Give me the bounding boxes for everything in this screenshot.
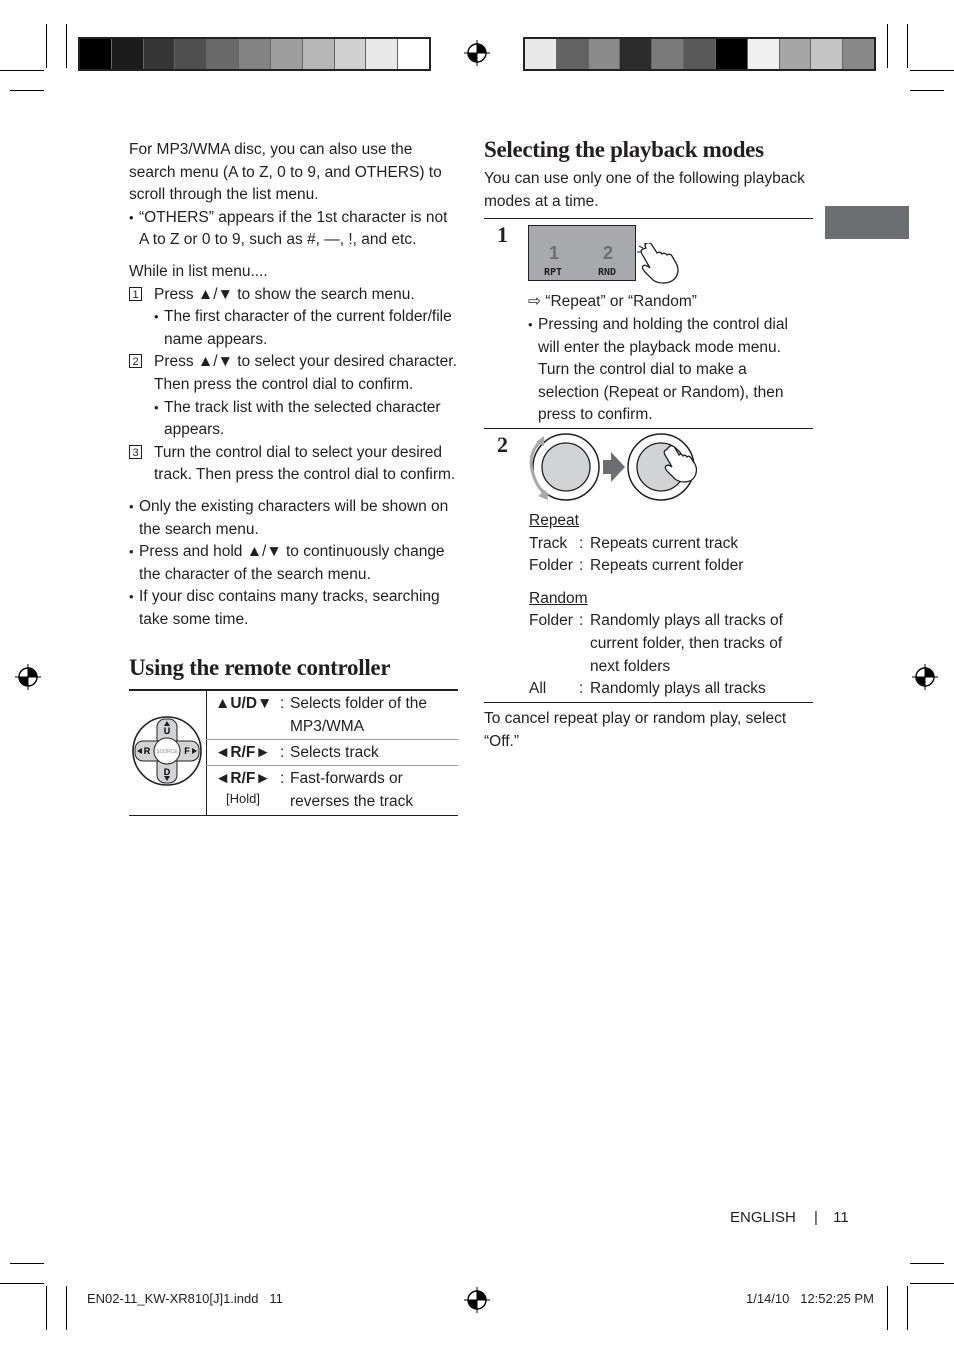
table-divider xyxy=(206,689,207,816)
option-key: Folder xyxy=(529,557,573,575)
outline-arrow-icon: ⇨ xyxy=(528,293,541,310)
step-2-number: 2 xyxy=(497,432,508,457)
remote-desc: Selects folder of the MP3/WMA xyxy=(290,695,427,735)
notes-list xyxy=(129,496,459,632)
up-label: U xyxy=(163,726,171,736)
random-title: Random xyxy=(529,589,588,607)
crop-mark xyxy=(10,1263,44,1264)
color-swatch xyxy=(144,39,176,69)
crop-mark xyxy=(910,1283,954,1284)
color-swatch xyxy=(589,39,621,69)
down-label: D xyxy=(163,767,171,777)
cancel-note: To cancel repeat play or random play, select “Off.” xyxy=(484,710,787,750)
repeat-section xyxy=(529,510,813,701)
remote-dpad-icon xyxy=(131,715,203,787)
option-key: All xyxy=(529,680,547,698)
option-key: Track xyxy=(529,534,568,552)
step-1 xyxy=(129,284,459,352)
page-footer xyxy=(730,1209,849,1226)
color-swatch xyxy=(271,39,303,69)
remote-desc: Fast-forwards or reverses the track xyxy=(290,770,414,810)
step-number: 3 xyxy=(129,445,142,459)
table-top-rule xyxy=(129,689,458,691)
color-swatch xyxy=(716,39,748,69)
option-value: Randomly plays all tracks xyxy=(590,680,766,698)
note-item: • Only the existing characters will be shown on the search menu. xyxy=(129,496,459,541)
note-item: • If your disc contains many tracks, searching take some time. xyxy=(129,586,459,631)
registration-mark-icon xyxy=(464,40,490,66)
language-label: ENGLISH xyxy=(730,1209,796,1226)
arrow-note xyxy=(528,291,697,314)
registration-mark-icon xyxy=(464,1287,490,1313)
color-swatch xyxy=(557,39,589,69)
repeat-title: Repeat xyxy=(529,512,579,529)
color-swatch xyxy=(366,39,398,69)
option-row xyxy=(529,678,813,701)
colon: : xyxy=(280,695,285,712)
step-2 xyxy=(129,351,459,441)
control-dial-illustration xyxy=(526,432,708,502)
search-intro: For MP3/WMA disc, you can also use the search menu (A to Z, 0 to 9, and OTHERS) to scroll through the list menu. xyxy=(129,141,442,204)
option-row xyxy=(529,533,813,556)
step1-bullet: • Pressing and holding the control dial will enter the playback mode menu. Turn the control dial to make a selection (Repeat or Random), then press to confirm. xyxy=(528,314,806,427)
colon: : xyxy=(579,557,584,575)
step-text: Press ▲/▼ to show the search menu. xyxy=(154,285,415,303)
display-digit: 2 xyxy=(603,243,614,263)
crop-mark xyxy=(910,90,944,91)
colon: : xyxy=(579,612,584,630)
color-swatch xyxy=(684,39,716,69)
rotate-dial-icon xyxy=(531,434,599,500)
color-swatch xyxy=(80,39,112,69)
option-value: Randomly plays all tracks of current folder, then tracks of next folders xyxy=(590,612,783,675)
display-panel xyxy=(528,225,636,281)
hold-label: [Hold] xyxy=(226,791,260,806)
step-bullet: • The first character of the current folder/file name appears. xyxy=(154,306,459,351)
rule xyxy=(484,428,813,429)
crop-mark xyxy=(66,24,67,68)
language-side-tab xyxy=(825,206,909,239)
crop-mark xyxy=(46,1286,47,1330)
page-number: 11 xyxy=(833,1209,849,1226)
crop-mark xyxy=(910,70,954,71)
colon: : xyxy=(280,770,285,787)
footer-divider: | xyxy=(814,1209,818,1226)
pointing-hand-icon xyxy=(637,243,683,285)
row-divider xyxy=(206,765,458,766)
playback-intro: You can use only one of the following playback modes at a time. xyxy=(484,170,805,210)
step-bullet: • The track list with the selected character appears. xyxy=(154,397,459,442)
registration-mark-icon xyxy=(912,664,938,690)
left-column xyxy=(129,139,459,631)
color-swatch xyxy=(652,39,684,69)
registration-mark-icon xyxy=(15,664,41,690)
color-swatch xyxy=(620,39,652,69)
color-swatch xyxy=(525,39,557,69)
remote-table xyxy=(129,689,458,816)
crop-mark xyxy=(907,1286,908,1330)
file-slug: EN02-11_KW-XR810[J]1.indd 11 xyxy=(87,1291,283,1306)
step-1-number: 1 xyxy=(497,222,508,247)
while-in-list-menu: While in list menu.... xyxy=(129,262,268,280)
color-swatch xyxy=(335,39,367,69)
press-dial-icon xyxy=(628,434,697,500)
crop-mark xyxy=(0,70,44,71)
row-divider xyxy=(206,739,458,740)
playback-heading: Selecting the playback modes xyxy=(484,137,764,162)
right-label: F xyxy=(184,746,190,756)
crop-mark xyxy=(887,1286,888,1330)
remote-heading: Using the remote controller xyxy=(129,655,391,680)
color-swatch xyxy=(207,39,239,69)
color-calibration-bar-right xyxy=(523,37,876,71)
note-item: • Press and hold ▲/▼ to continuously change the character of the search menu. xyxy=(129,541,459,586)
color-swatch xyxy=(811,39,843,69)
color-swatch xyxy=(175,39,207,69)
left-label: R xyxy=(143,746,151,756)
step-text: Press ▲/▼ to select your desired character. Then press the control dial to confirm. xyxy=(154,353,457,393)
crop-mark xyxy=(46,24,47,68)
option-row xyxy=(529,555,813,578)
display-digit: 1 xyxy=(549,243,560,263)
display-rpt-label: RPT xyxy=(544,267,563,278)
remote-desc: Selects track xyxy=(290,744,379,761)
color-swatch xyxy=(303,39,335,69)
crop-mark xyxy=(910,1263,944,1264)
crop-mark xyxy=(907,24,908,68)
source-label: SOURCE xyxy=(156,749,178,755)
step-3 xyxy=(129,442,459,487)
crop-mark xyxy=(887,24,888,68)
arrow-note-text: “Repeat” or “Random” xyxy=(545,293,697,310)
others-note: • “OTHERS” appears if the 1st character is not A to Z or 0 to 9, such as #, —, !, and etc. xyxy=(129,207,459,252)
remote-key: ◄R/F► xyxy=(215,744,271,761)
colon: : xyxy=(579,680,584,698)
option-key: Folder xyxy=(529,612,573,630)
display-rnd-label: RND xyxy=(598,267,617,278)
rule xyxy=(484,702,813,703)
table-bottom-rule xyxy=(129,815,458,816)
color-calibration-bar-left xyxy=(78,37,431,71)
remote-key: ▲U/D▼ xyxy=(215,695,273,712)
rule xyxy=(484,218,813,219)
option-value: Repeats current folder xyxy=(590,557,744,575)
colon: : xyxy=(579,534,584,552)
step-number: 2 xyxy=(129,354,142,368)
next-arrow-icon xyxy=(603,452,625,482)
color-swatch xyxy=(239,39,271,69)
step-number: 1 xyxy=(129,287,142,301)
crop-mark xyxy=(66,1286,67,1330)
option-value: Repeats current track xyxy=(590,534,739,552)
option-row xyxy=(529,610,813,678)
remote-key: ◄R/F► xyxy=(215,770,271,787)
colon: : xyxy=(280,744,285,761)
color-swatch xyxy=(748,39,780,69)
print-date: 1/14/10 12:52:25 PM xyxy=(746,1291,874,1306)
color-swatch xyxy=(843,39,874,69)
crop-mark xyxy=(0,1283,44,1284)
color-swatch xyxy=(398,39,429,69)
crop-mark xyxy=(10,90,44,91)
step-text: Turn the control dial to select your desired track. Then press the control dial to confirm. xyxy=(154,443,456,484)
color-swatch xyxy=(780,39,812,69)
color-swatch xyxy=(112,39,144,69)
